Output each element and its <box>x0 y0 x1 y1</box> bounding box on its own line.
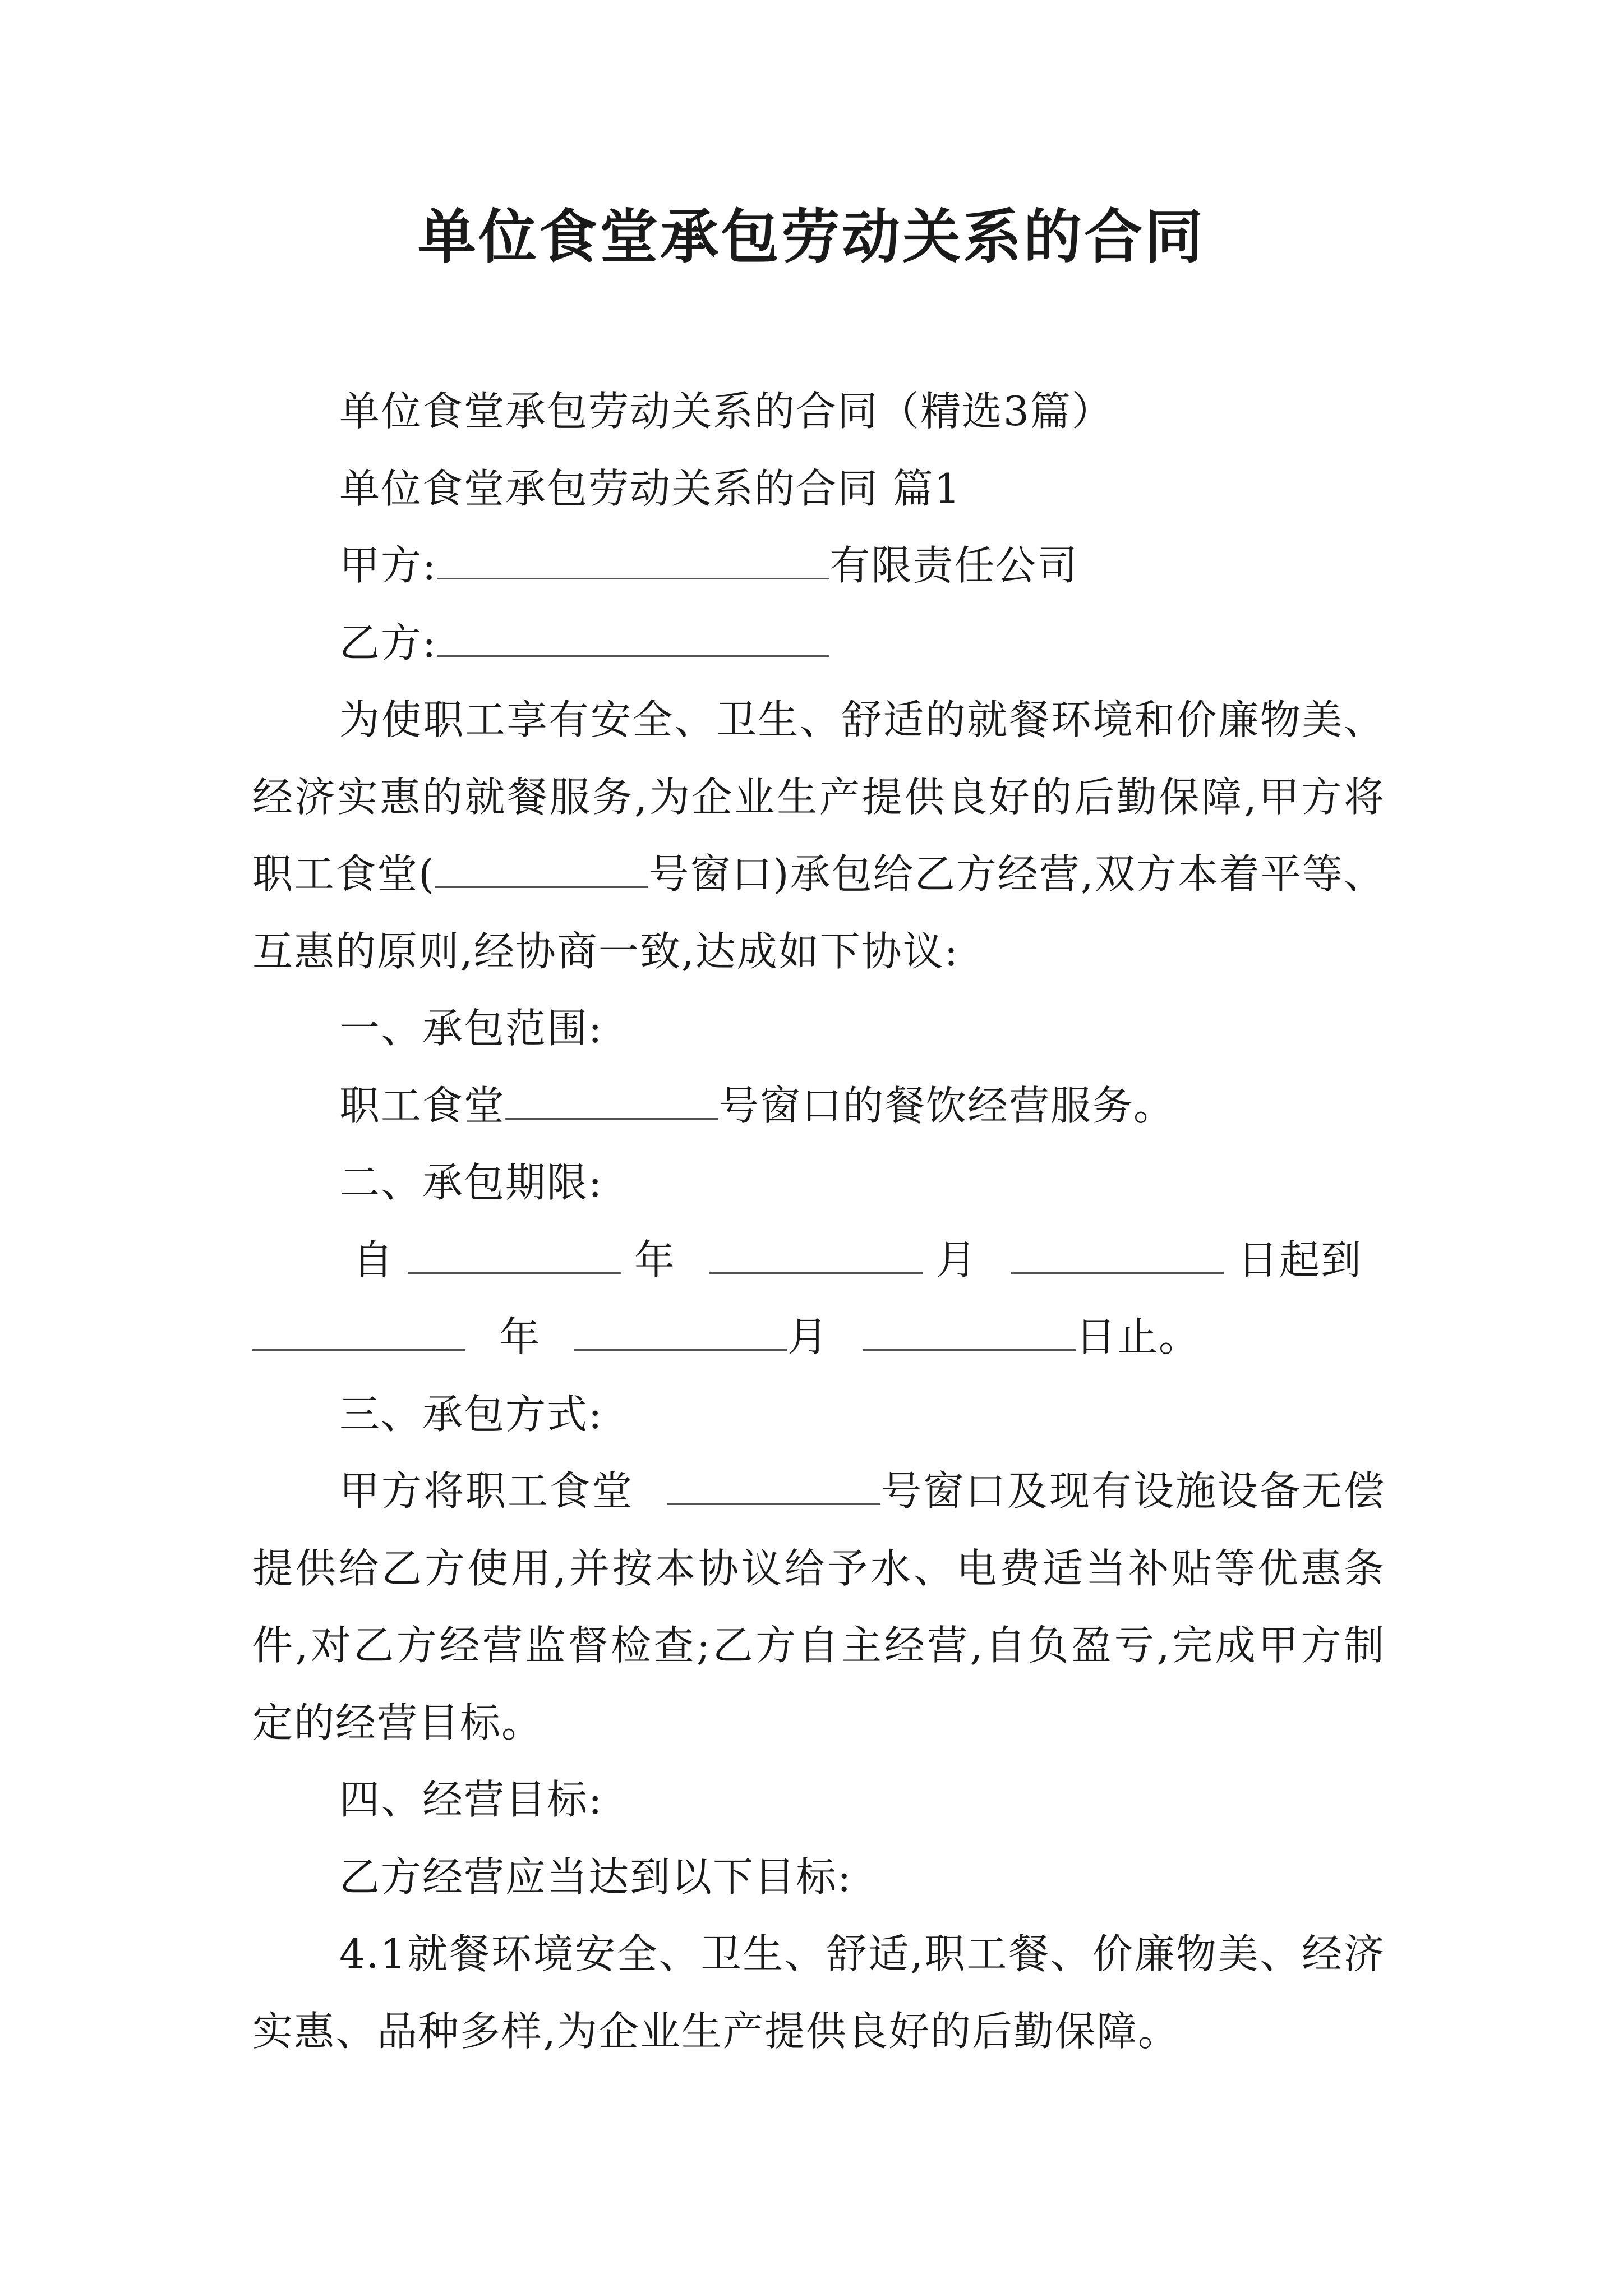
party-a-suffix: 有限责任公司 <box>829 542 1079 589</box>
party-a-blank <box>437 544 829 579</box>
scope-window-blank <box>505 1084 718 1120</box>
term-month-1: 月 <box>936 1236 978 1283</box>
intro-part1: 为使职工享有安全、卫生、舒适的就餐环境和价廉物美、经济实惠的就餐服务,为企业生产提供良好的后勤保障,甲方将职工食堂( <box>252 696 1385 898</box>
term-line <box>252 1222 1385 1299</box>
method-prefix: 甲方将职工食堂 <box>339 1467 634 1515</box>
intro-part2: 号窗口)承包给乙方经营,双方本着平等、互惠的原则,经协商一致,达成如下协议: <box>252 850 1386 975</box>
party-a-label: 甲方: <box>339 542 437 589</box>
end-year-blank <box>252 1315 465 1351</box>
term-day-from: 日起到 <box>1238 1236 1363 1283</box>
method-window-blank <box>667 1470 880 1505</box>
term-year-1: 年 <box>634 1236 676 1283</box>
term-month-2: 月 <box>787 1313 829 1360</box>
goal-4-1: 4.1就餐环境安全、卫生、舒适,职工餐、价廉物美、经济实惠、品种多样,为企业生产提供良好的后勤保障。 <box>252 1930 1385 2055</box>
method-heading: 三、承包方式: <box>339 1390 603 1438</box>
document-body <box>252 373 1385 2070</box>
start-day-blank <box>1011 1239 1224 1274</box>
start-month-blank <box>709 1239 923 1274</box>
party-a-line <box>252 527 1385 605</box>
goal-heading: 四、经营目标: <box>339 1776 603 1823</box>
start-year-blank <box>408 1239 621 1274</box>
party-b-blank <box>437 622 829 657</box>
goal-intro: 乙方经营应当达到以下目标: <box>339 1853 852 1901</box>
method-body: 号窗口及现有设施设备无偿提供给乙方使用,并按本协议给予水、电费适当补贴等优惠条件,对乙方经营监督检查;乙方自主经营,自负盈亏,完成甲方制定的经营目标。 <box>252 1467 1385 1746</box>
end-day-blank <box>863 1315 1076 1351</box>
term-heading: 二、承包期限: <box>339 1159 603 1206</box>
term-year-2: 年 <box>499 1313 541 1360</box>
scope-suffix: 号窗口的餐饮经营服务。 <box>718 1082 1175 1129</box>
scope-prefix: 职工食堂 <box>339 1082 506 1129</box>
method-paragraph <box>252 1453 1385 1761</box>
window-number-blank <box>435 853 648 888</box>
party-b-line <box>252 605 1385 682</box>
section-heading: 单位食堂承包劳动关系的合同 篇1 <box>339 464 961 512</box>
party-b-label: 乙方: <box>339 619 437 666</box>
scope-heading: 一、承包范围: <box>339 1005 603 1052</box>
subtitle: 单位食堂承包劳动关系的合同（精选3篇） <box>339 388 1113 435</box>
intro-paragraph <box>252 682 1385 990</box>
document-title: 单位食堂承包劳动关系的合同 <box>417 203 1205 271</box>
term-from: 自 <box>353 1236 395 1283</box>
term-end-line <box>252 1299 1385 1376</box>
term-day-end: 日止。 <box>1076 1313 1201 1360</box>
scope-line <box>252 1068 1385 1145</box>
end-month-blank <box>574 1315 787 1351</box>
